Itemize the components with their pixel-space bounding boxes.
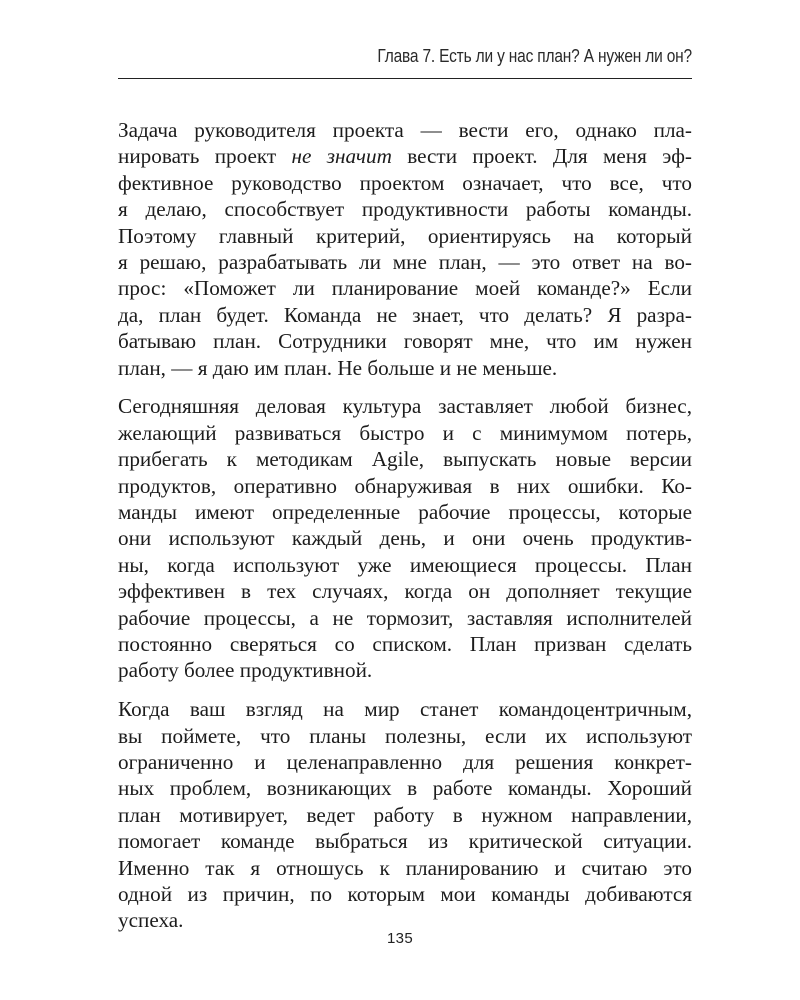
- text-line: [118, 881, 692, 907]
- text-line: [118, 143, 692, 169]
- text-line: [118, 525, 692, 551]
- text-segment: вести проект. Для меня эф-: [391, 144, 692, 169]
- text-line: [118, 802, 692, 828]
- text-line: [118, 249, 692, 275]
- text-segment: работу более продуктивной.: [118, 658, 373, 683]
- text-line: [118, 196, 692, 222]
- text-line: [118, 552, 692, 578]
- text-segment: ных проблем, возникающих в работе команды. Хороший: [118, 776, 692, 801]
- text-segment: ны, когда используют уже имеющиеся процессы. План: [118, 552, 692, 577]
- text-line: [118, 420, 692, 446]
- text-segment: прос: «Поможет ли планирование моей команде?» Если: [118, 276, 692, 301]
- text-segment: продуктов, оперативно обнаруживая в них ошибки. Ко-: [118, 473, 692, 498]
- text-line: [118, 723, 692, 749]
- text-line: [118, 170, 692, 196]
- text-line: [118, 828, 692, 854]
- text-line: [118, 775, 692, 801]
- text-segment: прибегать к методикам Agile, выпускать новые версии: [118, 447, 692, 472]
- text-segment: план мотивирует, ведет работу в нужном направлении,: [118, 802, 692, 827]
- text-segment: вы поймете, что планы полезны, если их используют: [118, 723, 692, 748]
- text-segment: Когда ваш взгляд на мир станет командоцентричным,: [118, 697, 692, 722]
- text-segment: ограниченно и целенаправленно для решения конкрет-: [118, 749, 692, 774]
- text-line: [118, 578, 692, 604]
- text-line: [118, 657, 692, 683]
- body-text: [118, 117, 692, 946]
- running-header: Глава 7. Есть ли у нас план? А нужен ли он?: [377, 46, 692, 66]
- text-segment: постоянно сверяться со списком. План призван сделать: [118, 631, 692, 656]
- paragraph: [118, 696, 692, 934]
- text-segment: план, — я даю им план. Не больше и не меньше.: [118, 355, 558, 380]
- text-segment: успеха.: [118, 908, 184, 933]
- text-line: [118, 117, 692, 143]
- text-line: [118, 393, 692, 419]
- text-segment: они используют каждый день, и они очень продуктив-: [118, 526, 692, 551]
- text-line: [118, 328, 692, 354]
- text-line: [118, 696, 692, 722]
- text-line: [118, 223, 692, 249]
- text-line: [118, 605, 692, 631]
- text-segment: фективное руководство проектом означает, что все, что: [118, 170, 692, 195]
- text-line: [118, 749, 692, 775]
- text-segment: эффективен в тех случаях, когда он дополняет текущие: [118, 579, 692, 604]
- emphasis-text: не значит: [291, 144, 392, 169]
- header-rule: [118, 78, 692, 79]
- text-line: [118, 473, 692, 499]
- text-segment: я решаю, разрабатывать ли мне план, — это ответ на во-: [118, 249, 692, 274]
- text-segment: манды имеют определенные рабочие процессы, которые: [118, 499, 692, 524]
- text-segment: да, план будет. Команда не знает, что делать? Я разра-: [118, 302, 692, 327]
- text-segment: я делаю, способствует продуктивности работы команды.: [118, 197, 692, 222]
- paragraph: [118, 117, 692, 381]
- text-segment: одной из причин, по которым мои команды добиваются: [118, 881, 692, 906]
- text-segment: Именно так я отношусь к планированию и считаю это: [118, 855, 692, 880]
- text-segment: рабочие процессы, а не тормозит, заставляя исполнителей: [118, 605, 692, 630]
- text-segment: нировать проект: [118, 144, 292, 169]
- text-line: [118, 355, 692, 381]
- text-segment: помогает команде выбраться из критической ситуации.: [118, 829, 692, 854]
- text-line: [118, 855, 692, 881]
- text-segment: батываю план. Сотрудники говорят мне, что им нужен: [118, 329, 692, 354]
- text-segment: желающий развиваться быстро и с минимумом потерь,: [118, 420, 692, 445]
- text-line: [118, 446, 692, 472]
- text-line: [118, 499, 692, 525]
- paragraph: [118, 393, 692, 683]
- text-segment: Сегодняшняя деловая культура заставляет любой бизнес,: [118, 394, 692, 419]
- text-segment: Поэтому главный критерий, ориентируясь на который: [118, 223, 692, 248]
- text-segment: Задача руководителя проекта — вести его, однако пла-: [118, 118, 692, 142]
- page-number: 135: [387, 930, 413, 947]
- text-line: [118, 631, 692, 657]
- text-line: [118, 302, 692, 328]
- text-line: [118, 275, 692, 301]
